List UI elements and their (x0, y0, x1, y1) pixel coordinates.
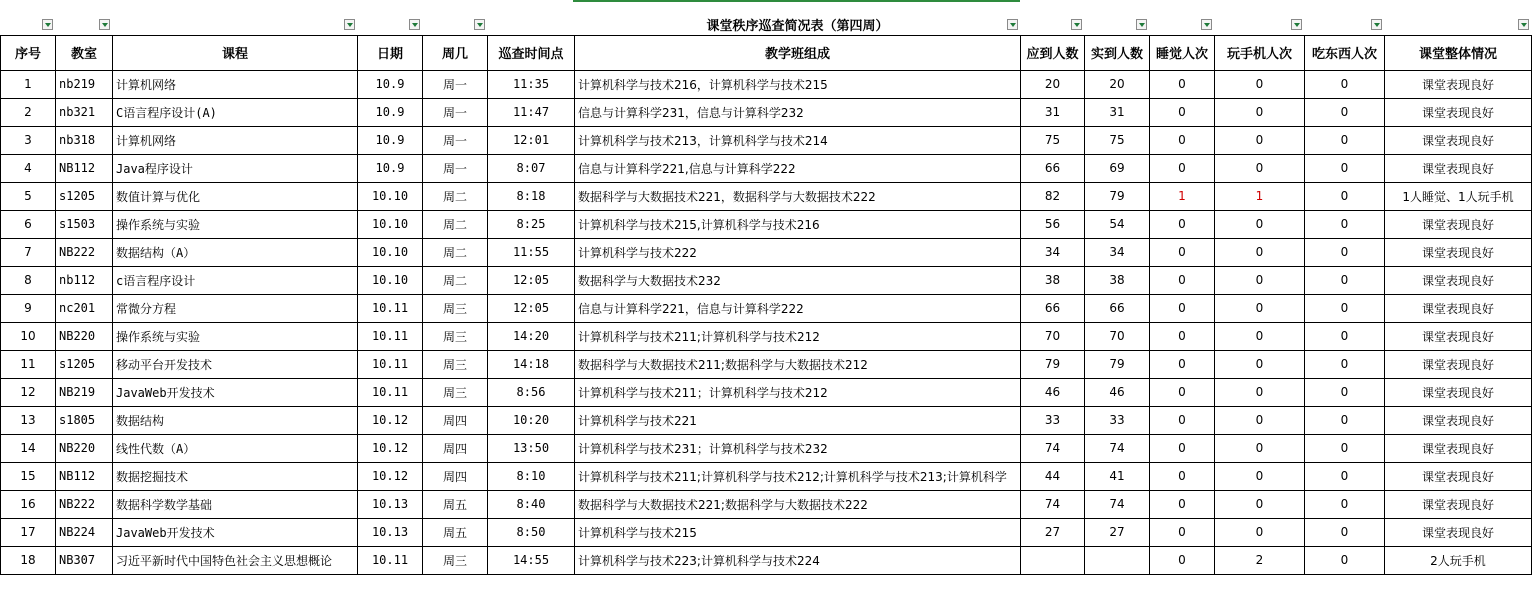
cell-time[interactable]: 11:55 (488, 238, 575, 266)
table-row (1, 126, 1532, 154)
cell-sleeping[interactable]: 1 (1150, 182, 1215, 210)
cell-actual[interactable]: 69 (1085, 154, 1150, 182)
table-row (1, 350, 1532, 378)
cell-date[interactable]: 10.11 (358, 350, 423, 378)
cell-sleeping[interactable]: 0 (1150, 490, 1215, 518)
cell-course[interactable]: c语言程序设计 (113, 266, 358, 294)
header-classroom[interactable]: 教室 (56, 35, 113, 70)
cell-date[interactable]: 10.9 (358, 98, 423, 126)
cell-seq[interactable]: 1 (1, 70, 56, 98)
cell-course[interactable]: JavaWeb开发技术 (113, 378, 358, 406)
cell-classroom[interactable]: NB222 (56, 490, 113, 518)
cell-expected[interactable]: 79 (1021, 350, 1085, 378)
cell-date[interactable]: 10.12 (358, 434, 423, 462)
table-row (1, 210, 1532, 238)
cell-sleeping[interactable]: 0 (1150, 518, 1215, 546)
filter-cell[interactable] (1085, 15, 1150, 35)
table-row (1, 322, 1532, 350)
cell-eating[interactable]: 0 (1305, 518, 1385, 546)
filter-cell[interactable] (423, 15, 488, 35)
cell-eating[interactable]: 0 (1305, 70, 1385, 98)
filter-dropdown-icon[interactable] (99, 19, 110, 30)
cell-weekday[interactable]: 周三 (423, 350, 488, 378)
cell-seq[interactable]: 2 (1, 98, 56, 126)
filter-cell[interactable] (1385, 15, 1532, 35)
cell-classroom[interactable]: nb321 (56, 98, 113, 126)
cell-classroom[interactable]: s1205 (56, 350, 113, 378)
cell-weekday[interactable]: 周三 (423, 322, 488, 350)
header-weekday[interactable]: 周几 (423, 35, 488, 70)
cell-actual[interactable]: 20 (1085, 70, 1150, 98)
cell-phone[interactable]: 0 (1215, 70, 1305, 98)
cell-phone[interactable]: 0 (1215, 378, 1305, 406)
cell-course[interactable]: JavaWeb开发技术 (113, 518, 358, 546)
filter-dropdown-icon[interactable] (1371, 19, 1382, 30)
cell-overall[interactable]: 课堂表现良好 (1385, 266, 1532, 294)
cell-date[interactable]: 10.13 (358, 518, 423, 546)
cell-classroom[interactable]: NB224 (56, 518, 113, 546)
cell-classroom[interactable]: NB112 (56, 462, 113, 490)
cell-seq[interactable]: 13 (1, 406, 56, 434)
cell-classroom[interactable]: NB112 (56, 154, 113, 182)
cell-phone[interactable]: 2 (1215, 546, 1305, 574)
cell-expected[interactable]: 33 (1021, 406, 1085, 434)
cell-phone[interactable]: 0 (1215, 350, 1305, 378)
filter-dropdown-icon[interactable] (1291, 19, 1302, 30)
cell-expected[interactable]: 44 (1021, 462, 1085, 490)
cell-time[interactable]: 8:18 (488, 182, 575, 210)
cell-seq[interactable]: 17 (1, 518, 56, 546)
filter-dropdown-icon[interactable] (1518, 19, 1529, 30)
cell-actual[interactable]: 74 (1085, 490, 1150, 518)
cell-course[interactable]: 数据结构 (113, 406, 358, 434)
table-row (1, 154, 1532, 182)
cell-phone[interactable]: 0 (1215, 98, 1305, 126)
cell-expected[interactable]: 74 (1021, 434, 1085, 462)
cell-overall[interactable]: 课堂表现良好 (1385, 322, 1532, 350)
cell-time[interactable]: 12:05 (488, 294, 575, 322)
cell-course[interactable]: 线性代数（A） (113, 434, 358, 462)
cell-time[interactable]: 14:55 (488, 546, 575, 574)
cell-sleeping[interactable]: 0 (1150, 406, 1215, 434)
cell-class-group[interactable]: 计算机科学与技术211;计算机科学与技术212 (575, 322, 1021, 350)
cell-phone[interactable]: 0 (1215, 294, 1305, 322)
cell-sleeping[interactable]: 0 (1150, 266, 1215, 294)
cell-phone[interactable]: 1 (1215, 182, 1305, 210)
cell-date[interactable]: 10.12 (358, 462, 423, 490)
cell-eating[interactable]: 0 (1305, 126, 1385, 154)
cell-seq[interactable]: 9 (1, 294, 56, 322)
cell-seq[interactable]: 5 (1, 182, 56, 210)
cell-overall[interactable]: 课堂表现良好 (1385, 154, 1532, 182)
cell-overall[interactable]: 课堂表现良好 (1385, 238, 1532, 266)
cell-overall[interactable]: 课堂表现良好 (1385, 462, 1532, 490)
header-time[interactable]: 巡查时间点 (488, 35, 575, 70)
cell-course[interactable]: 计算机网络 (113, 70, 358, 98)
cell-class-group[interactable]: 计算机科学与技术215 (575, 518, 1021, 546)
cell-weekday[interactable]: 周四 (423, 462, 488, 490)
cell-eating[interactable]: 0 (1305, 378, 1385, 406)
cell-class-group[interactable]: 信息与计算科学221,信息与计算科学222 (575, 154, 1021, 182)
cell-eating[interactable]: 0 (1305, 462, 1385, 490)
cell-eating[interactable]: 0 (1305, 322, 1385, 350)
cell-classroom[interactable]: s1805 (56, 406, 113, 434)
cell-seq[interactable]: 8 (1, 266, 56, 294)
cell-class-group[interactable]: 计算机科学与技术231；计算机科学与技术232 (575, 434, 1021, 462)
cell-time[interactable]: 8:40 (488, 490, 575, 518)
cell-phone[interactable]: 0 (1215, 462, 1305, 490)
cell-course[interactable]: 操作系统与实验 (113, 322, 358, 350)
cell-actual[interactable]: 74 (1085, 434, 1150, 462)
cell-time[interactable]: 13:50 (488, 434, 575, 462)
cell-overall[interactable]: 课堂表现良好 (1385, 350, 1532, 378)
cell-time[interactable]: 8:56 (488, 378, 575, 406)
cell-seq[interactable]: 12 (1, 378, 56, 406)
filter-dropdown-icon[interactable] (1007, 19, 1018, 30)
cell-sleeping[interactable]: 0 (1150, 126, 1215, 154)
cell-eating[interactable]: 0 (1305, 98, 1385, 126)
cell-time[interactable]: 11:47 (488, 98, 575, 126)
cell-weekday[interactable]: 周三 (423, 294, 488, 322)
cell-weekday[interactable]: 周四 (423, 434, 488, 462)
cell-eating[interactable]: 0 (1305, 266, 1385, 294)
cell-actual[interactable]: 75 (1085, 126, 1150, 154)
table-row (1, 490, 1532, 518)
cell-classroom[interactable]: NB220 (56, 322, 113, 350)
cell-seq[interactable]: 11 (1, 350, 56, 378)
cell-class-group[interactable]: 计算机科学与技术216，计算机科学与技术215 (575, 70, 1021, 98)
cell-course[interactable]: Java程序设计 (113, 154, 358, 182)
cell-overall[interactable]: 课堂表现良好 (1385, 98, 1532, 126)
cell-expected[interactable]: 34 (1021, 238, 1085, 266)
cell-classroom[interactable]: NB222 (56, 238, 113, 266)
cell-eating[interactable]: 0 (1305, 182, 1385, 210)
cell-classroom[interactable]: s1205 (56, 182, 113, 210)
cell-seq[interactable]: 4 (1, 154, 56, 182)
cell-weekday[interactable]: 周五 (423, 518, 488, 546)
cell-actual[interactable]: 31 (1085, 98, 1150, 126)
filter-dropdown-icon[interactable] (1201, 19, 1212, 30)
cell-seq[interactable]: 10 (1, 322, 56, 350)
cell-expected[interactable]: 74 (1021, 490, 1085, 518)
cell-time[interactable]: 14:18 (488, 350, 575, 378)
cell-eating[interactable]: 0 (1305, 406, 1385, 434)
cell-seq[interactable]: 6 (1, 210, 56, 238)
cell-sleeping[interactable]: 0 (1150, 294, 1215, 322)
cell-expected[interactable]: 20 (1021, 70, 1085, 98)
cell-date[interactable]: 10.11 (358, 294, 423, 322)
cell-time[interactable]: 8:25 (488, 210, 575, 238)
table-row (1, 238, 1532, 266)
cell-classroom[interactable]: nb318 (56, 126, 113, 154)
filter-cell[interactable] (488, 15, 575, 35)
cell-weekday[interactable]: 周二 (423, 238, 488, 266)
cell-date[interactable]: 10.11 (358, 322, 423, 350)
cell-class-group[interactable]: 计算机科学与技术211;计算机科学与技术212;计算机科学与技术213;计算机科学 (575, 462, 1021, 490)
filter-cell[interactable] (1215, 15, 1305, 35)
cell-classroom[interactable]: nb219 (56, 70, 113, 98)
cell-eating[interactable]: 0 (1305, 350, 1385, 378)
header-actual[interactable]: 实到人数 (1085, 35, 1150, 70)
cell-weekday[interactable]: 周一 (423, 98, 488, 126)
filter-dropdown-icon[interactable] (42, 19, 53, 30)
filter-cell[interactable] (1021, 15, 1085, 35)
cell-sleeping[interactable]: 0 (1150, 350, 1215, 378)
cell-weekday[interactable]: 周五 (423, 490, 488, 518)
cell-eating[interactable]: 0 (1305, 546, 1385, 574)
cell-weekday[interactable]: 周三 (423, 546, 488, 574)
filter-cell[interactable] (1, 15, 56, 35)
cell-classroom[interactable]: s1503 (56, 210, 113, 238)
cell-sleeping[interactable]: 0 (1150, 378, 1215, 406)
cell-eating[interactable]: 0 (1305, 154, 1385, 182)
cell-expected[interactable]: 31 (1021, 98, 1085, 126)
cell-expected[interactable]: 27 (1021, 518, 1085, 546)
cell-actual[interactable]: 41 (1085, 462, 1150, 490)
cell-course[interactable]: 数据挖掘技术 (113, 462, 358, 490)
cell-expected[interactable]: 46 (1021, 378, 1085, 406)
cell-eating[interactable]: 0 (1305, 434, 1385, 462)
cell-class-group[interactable]: 计算机科学与技术223;计算机科学与技术224 (575, 546, 1021, 574)
cell-phone[interactable]: 0 (1215, 406, 1305, 434)
cell-overall[interactable]: 课堂表现良好 (1385, 210, 1532, 238)
cell-class-group[interactable]: 计算机科学与技术221 (575, 406, 1021, 434)
cell-actual[interactable]: 79 (1085, 350, 1150, 378)
cell-seq[interactable]: 15 (1, 462, 56, 490)
table-row (1, 294, 1532, 322)
cell-weekday[interactable]: 周一 (423, 126, 488, 154)
table-row (1, 406, 1532, 434)
table-row (1, 378, 1532, 406)
cell-time[interactable]: 8:10 (488, 462, 575, 490)
table-row (1, 434, 1532, 462)
cell-expected[interactable]: 70 (1021, 322, 1085, 350)
cell-classroom[interactable]: nc201 (56, 294, 113, 322)
cell-seq[interactable]: 7 (1, 238, 56, 266)
cell-actual[interactable] (1085, 546, 1150, 574)
cell-date[interactable]: 10.10 (358, 210, 423, 238)
cell-phone[interactable]: 0 (1215, 210, 1305, 238)
table-row (1, 266, 1532, 294)
cell-date[interactable]: 10.9 (358, 126, 423, 154)
cell-time[interactable]: 14:20 (488, 322, 575, 350)
cell-actual[interactable]: 27 (1085, 518, 1150, 546)
cell-course[interactable]: 数据科学数学基础 (113, 490, 358, 518)
header-eating[interactable]: 吃东西人次 (1305, 35, 1385, 70)
filter-dropdown-icon[interactable] (344, 19, 355, 30)
cell-course[interactable]: 数值计算与优化 (113, 182, 358, 210)
cell-phone[interactable]: 0 (1215, 154, 1305, 182)
table-row (1, 462, 1532, 490)
cell-actual[interactable]: 70 (1085, 322, 1150, 350)
cell-time[interactable]: 12:01 (488, 126, 575, 154)
cell-phone[interactable]: 0 (1215, 322, 1305, 350)
cell-class-group[interactable]: 数据科学与大数据技术211;数据科学与大数据技术212 (575, 350, 1021, 378)
table-row (1, 70, 1532, 98)
cell-overall[interactable]: 课堂表现良好 (1385, 378, 1532, 406)
cell-weekday[interactable]: 周四 (423, 406, 488, 434)
cell-date[interactable]: 10.13 (358, 490, 423, 518)
cell-weekday[interactable]: 周二 (423, 182, 488, 210)
cell-phone[interactable]: 0 (1215, 490, 1305, 518)
selected-cell-indicator (573, 0, 1020, 2)
cell-actual[interactable]: 79 (1085, 182, 1150, 210)
cell-sleeping[interactable]: 0 (1150, 434, 1215, 462)
header-overall[interactable]: 课堂整体情况 (1385, 35, 1532, 70)
cell-expected[interactable]: 75 (1021, 126, 1085, 154)
cell-classroom[interactable]: NB220 (56, 434, 113, 462)
cell-weekday[interactable]: 周二 (423, 210, 488, 238)
cell-classroom[interactable]: nb112 (56, 266, 113, 294)
table-row (1, 182, 1532, 210)
cell-overall[interactable]: 课堂表现良好 (1385, 490, 1532, 518)
cell-overall[interactable]: 课堂表现良好 (1385, 518, 1532, 546)
cell-class-group[interactable]: 数据科学与大数据技术232 (575, 266, 1021, 294)
header-course[interactable]: 课程 (113, 35, 358, 70)
cell-class-group[interactable]: 计算机科学与技术211；计算机科学与技术212 (575, 378, 1021, 406)
cell-course[interactable]: 计算机网络 (113, 126, 358, 154)
cell-course[interactable]: 操作系统与实验 (113, 210, 358, 238)
cell-course[interactable]: 数据结构（A） (113, 238, 358, 266)
cell-class-group[interactable]: 信息与计算科学221，信息与计算科学222 (575, 294, 1021, 322)
cell-seq[interactable]: 14 (1, 434, 56, 462)
cell-course[interactable]: 习近平新时代中国特色社会主义思想概论 (113, 546, 358, 574)
cell-date[interactable]: 10.11 (358, 378, 423, 406)
cell-date[interactable]: 10.12 (358, 406, 423, 434)
filter-cell[interactable] (1150, 15, 1215, 35)
cell-weekday[interactable]: 周二 (423, 266, 488, 294)
header-date[interactable]: 日期 (358, 35, 423, 70)
cell-time[interactable]: 11:35 (488, 70, 575, 98)
cell-course[interactable]: 移动平台开发技术 (113, 350, 358, 378)
sheet-title-text: 课堂秩序巡查简况表（第四周） (706, 19, 889, 35)
cell-eating[interactable]: 0 (1305, 490, 1385, 518)
cell-phone[interactable]: 0 (1215, 266, 1305, 294)
cell-class-group[interactable]: 数据科学与大数据技术221，数据科学与大数据技术222 (575, 182, 1021, 210)
cell-expected[interactable]: 56 (1021, 210, 1085, 238)
cell-sleeping[interactable]: 0 (1150, 462, 1215, 490)
cell-course[interactable]: 常微分方程 (113, 294, 358, 322)
cell-sleeping[interactable]: 0 (1150, 210, 1215, 238)
title-row (1, 15, 1532, 35)
cell-classroom[interactable]: NB307 (56, 546, 113, 574)
cell-phone[interactable]: 0 (1215, 518, 1305, 546)
filter-dropdown-icon[interactable] (409, 19, 420, 30)
filter-cell[interactable] (56, 15, 113, 35)
cell-seq[interactable]: 3 (1, 126, 56, 154)
cell-overall[interactable]: 课堂表现良好 (1385, 434, 1532, 462)
cell-overall[interactable]: 课堂表现良好 (1385, 294, 1532, 322)
cell-eating[interactable]: 0 (1305, 294, 1385, 322)
cell-overall[interactable]: 1人睡觉、1人玩手机 (1385, 182, 1532, 210)
sheet-title[interactable] (575, 15, 1021, 35)
cell-time[interactable]: 12:05 (488, 266, 575, 294)
inspection-table (0, 15, 1532, 575)
filter-dropdown-icon[interactable] (474, 19, 485, 30)
header-phone[interactable]: 玩手机人次 (1215, 35, 1305, 70)
cell-course[interactable]: C语言程序设计(A) (113, 98, 358, 126)
cell-seq[interactable]: 18 (1, 546, 56, 574)
cell-weekday[interactable]: 周一 (423, 154, 488, 182)
cell-actual[interactable]: 38 (1085, 266, 1150, 294)
cell-phone[interactable]: 0 (1215, 238, 1305, 266)
cell-sleeping[interactable]: 0 (1150, 238, 1215, 266)
filter-cell[interactable] (1305, 15, 1385, 35)
cell-weekday[interactable]: 周一 (423, 70, 488, 98)
cell-sleeping[interactable]: 0 (1150, 70, 1215, 98)
cell-date[interactable]: 10.10 (358, 266, 423, 294)
cell-date[interactable]: 10.9 (358, 70, 423, 98)
cell-actual[interactable]: 46 (1085, 378, 1150, 406)
cell-sleeping[interactable]: 0 (1150, 154, 1215, 182)
cell-phone[interactable]: 0 (1215, 434, 1305, 462)
table-row (1, 518, 1532, 546)
cell-classroom[interactable]: NB219 (56, 378, 113, 406)
cell-date[interactable]: 10.11 (358, 546, 423, 574)
cell-seq[interactable]: 16 (1, 490, 56, 518)
cell-expected[interactable]: 66 (1021, 294, 1085, 322)
cell-time[interactable]: 8:50 (488, 518, 575, 546)
cell-eating[interactable]: 0 (1305, 210, 1385, 238)
filter-cell[interactable] (113, 15, 358, 35)
cell-sleeping[interactable]: 0 (1150, 322, 1215, 350)
cell-time[interactable]: 8:07 (488, 154, 575, 182)
cell-expected[interactable]: 66 (1021, 154, 1085, 182)
cell-sleeping[interactable]: 0 (1150, 98, 1215, 126)
cell-eating[interactable]: 0 (1305, 238, 1385, 266)
cell-expected[interactable]: 38 (1021, 266, 1085, 294)
cell-overall[interactable]: 2人玩手机 (1385, 546, 1532, 574)
cell-actual[interactable]: 54 (1085, 210, 1150, 238)
cell-overall[interactable]: 课堂表现良好 (1385, 406, 1532, 434)
cell-date[interactable]: 10.10 (358, 182, 423, 210)
cell-actual[interactable]: 34 (1085, 238, 1150, 266)
header-seq[interactable]: 序号 (1, 35, 56, 70)
cell-class-group[interactable]: 计算机科学与技术215,计算机科学与技术216 (575, 210, 1021, 238)
table-row (1, 98, 1532, 126)
cell-expected[interactable]: 82 (1021, 182, 1085, 210)
header-expected[interactable]: 应到人数 (1021, 35, 1085, 70)
filter-cell[interactable] (358, 15, 423, 35)
cell-class-group[interactable]: 数据科学与大数据技术221;数据科学与大数据技术222 (575, 490, 1021, 518)
cell-overall[interactable]: 课堂表现良好 (1385, 126, 1532, 154)
cell-sleeping[interactable]: 0 (1150, 546, 1215, 574)
header-class-group[interactable]: 教学班组成 (575, 35, 1021, 70)
cell-weekday[interactable]: 周三 (423, 378, 488, 406)
cell-class-group[interactable]: 计算机科学与技术213，计算机科学与技术214 (575, 126, 1021, 154)
cell-class-group[interactable]: 计算机科学与技术222 (575, 238, 1021, 266)
cell-class-group[interactable]: 信息与计算科学231，信息与计算科学232 (575, 98, 1021, 126)
header-row (1, 35, 1532, 70)
cell-time[interactable]: 10:20 (488, 406, 575, 434)
cell-phone[interactable]: 0 (1215, 126, 1305, 154)
filter-dropdown-icon[interactable] (1136, 19, 1147, 30)
header-sleeping[interactable]: 睡觉人次 (1150, 35, 1215, 70)
cell-date[interactable]: 10.9 (358, 154, 423, 182)
cell-overall[interactable]: 课堂表现良好 (1385, 70, 1532, 98)
filter-dropdown-icon[interactable] (1071, 19, 1082, 30)
cell-date[interactable]: 10.10 (358, 238, 423, 266)
cell-actual[interactable]: 66 (1085, 294, 1150, 322)
cell-expected[interactable] (1021, 546, 1085, 574)
cell-actual[interactable]: 33 (1085, 406, 1150, 434)
table-row (1, 546, 1532, 574)
